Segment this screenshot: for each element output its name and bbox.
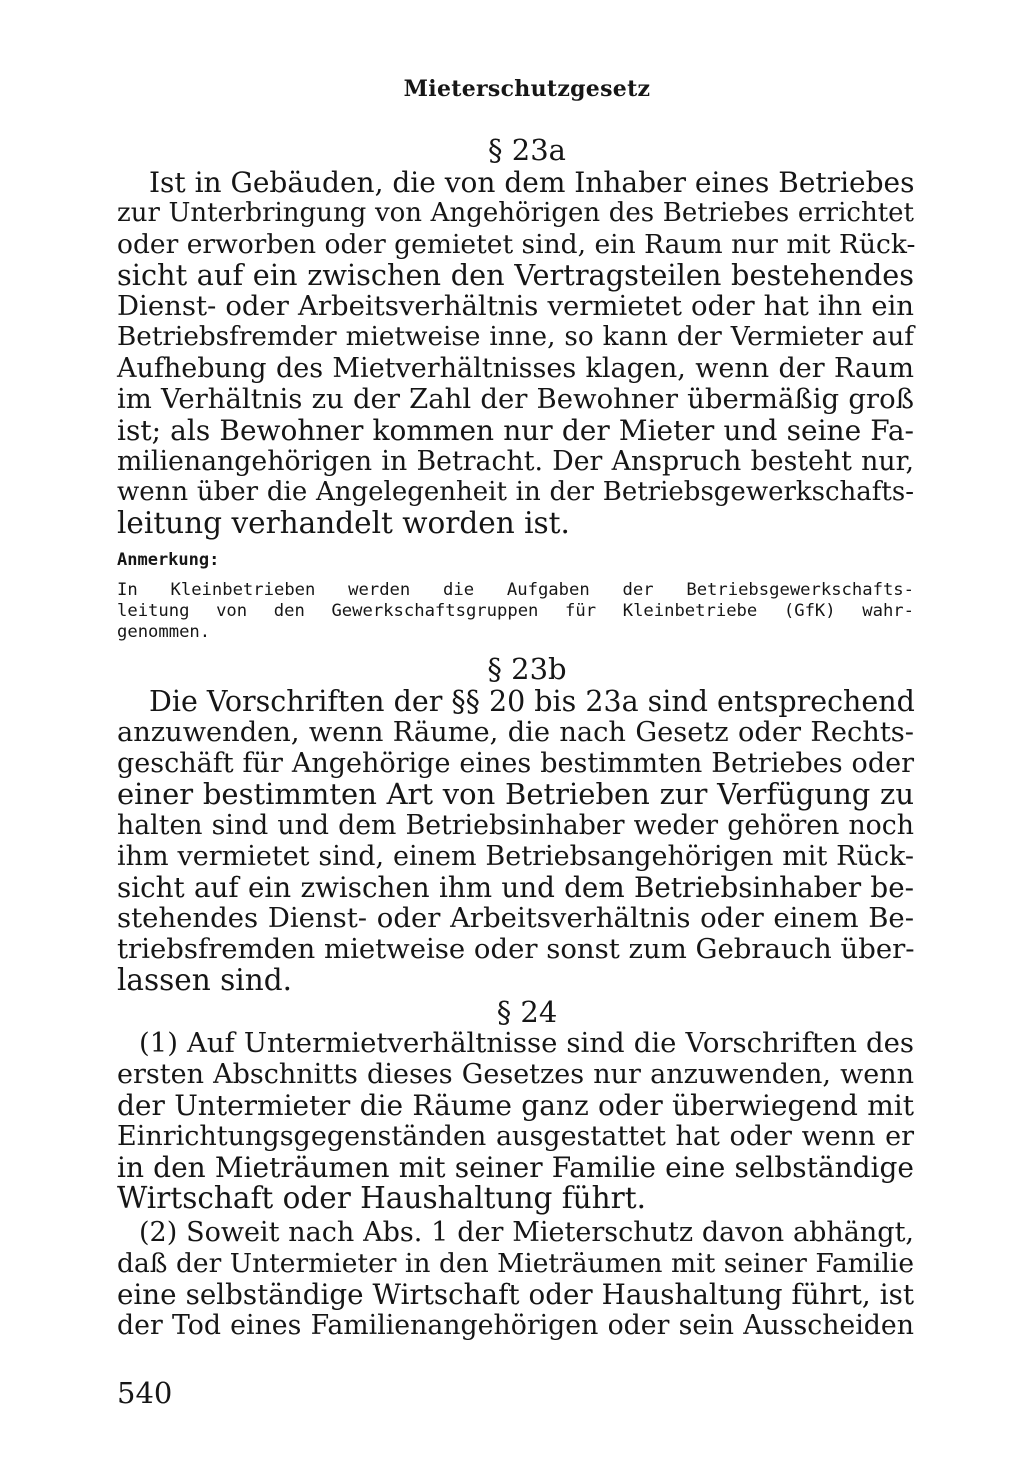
section-title-24: § 24 xyxy=(496,995,558,1029)
text-line: einer bestimmten Art von Betrieben zur Verfügung zu xyxy=(117,777,914,811)
text-line: geschäft für Angehörige eines bestimmten Betriebes oder xyxy=(117,748,914,779)
running-header: Mieterschutzgesetz xyxy=(403,76,651,102)
text-line: anzuwenden, wenn Räume, die nach Gesetz oder Rechts- xyxy=(117,717,914,748)
text-line: leitung verhandelt worden ist. xyxy=(117,506,570,540)
text-line: Die Vorschriften der §§ 20 bis 23a sind entsprechend xyxy=(149,685,915,718)
text-line: ist; als Bewohner kommen nur der Mieter und seine Fa- xyxy=(117,414,914,447)
text-line: ihm vermietet sind, einem Betriebsangehörigen mit Rück- xyxy=(117,841,914,872)
text-line: zur Unterbringung von Angehörigen des Betriebes errichtet xyxy=(117,198,914,228)
section-body-24 xyxy=(117,1028,914,1341)
text-line: Aufhebung des Mietverhältnisses klagen, wenn der Raum xyxy=(117,353,914,384)
text-line: Wirtschaft oder Haushaltung führt. xyxy=(117,1181,647,1215)
text-line: stehendes Dienst- oder Arbeitsverhältnis oder einem Be- xyxy=(117,902,914,934)
note-text xyxy=(117,580,914,643)
text-line: triebsfremden mietweise oder sonst zum Gebrauch über- xyxy=(117,933,915,965)
text-line: Einrichtungsgegenständen ausgestattet hat oder wenn er xyxy=(117,1121,914,1152)
text-line: Betriebsfremder mietweise inne, so kann der Vermieter auf xyxy=(117,322,914,352)
text-line: Ist in Gebäuden, die von dem Inhaber eines Betriebes xyxy=(149,166,915,199)
text-line: sicht auf ein zwischen ihm und dem Betriebsinhaber be- xyxy=(117,871,914,904)
text-line: Dienst- oder Arbeitsverhältnis vermietet oder hat ihn ein xyxy=(117,290,914,322)
text-line: (1) Auf Untermietverhältnisse sind die Vorschriften des xyxy=(139,1027,914,1059)
text-line: eine selbständige Wirtschaft oder Haushaltung führt, ist xyxy=(117,1278,914,1311)
text-line: daß der Untermieter in den Mieträumen mit seiner Familie xyxy=(117,1248,914,1279)
note-line: leitung von den Gewerkschaftsgruppen für Kleinbetriebe (GfK) wahr- xyxy=(117,601,914,621)
text-line: oder erworben oder gemietet sind, ein Raum nur mit Rück- xyxy=(117,229,916,260)
text-line: ersten Abschnitts dieses Gesetzes nur anzuwenden, wenn xyxy=(117,1059,914,1090)
text-line: in den Mieträumen mit seiner Familie eine selbständige xyxy=(117,1151,914,1184)
text-line: im Verhältnis zu der Zahl der Bewohner übermäßig groß xyxy=(117,383,914,415)
text-line: (2) Soweit nach Abs. 1 der Mieterschutz davon abhängt, xyxy=(139,1217,914,1248)
section-title-23b: § 23b xyxy=(487,652,567,686)
text-line: milienangehörigen in Betracht. Der Anspruch besteht nur, xyxy=(117,446,914,477)
text-line: sicht auf ein zwischen den Vertragsteilen bestehendes xyxy=(117,258,914,292)
note-title: Anmerkung: xyxy=(117,550,220,570)
section-body-23a xyxy=(117,167,914,539)
text-line: der Tod eines Familienangehörigen oder sein Ausscheiden xyxy=(117,1310,914,1341)
section-title-23a: § 23a xyxy=(488,133,566,167)
text-line: wenn über die Angelegenheit in der Betriebsgewerkschafts- xyxy=(117,477,914,507)
note-line: genommen. xyxy=(117,622,211,642)
section-body-23b xyxy=(117,686,914,996)
text-line: der Untermieter die Räume ganz oder überwiegend mit xyxy=(117,1089,914,1122)
note-line: In Kleinbetrieben werden die Aufgaben der Betriebsgewerkschafts- xyxy=(117,580,914,600)
text-line: halten sind und dem Betriebsinhaber weder gehören noch xyxy=(117,810,914,841)
text-line: lassen sind. xyxy=(117,963,292,997)
page-number: 540 xyxy=(117,1376,173,1410)
